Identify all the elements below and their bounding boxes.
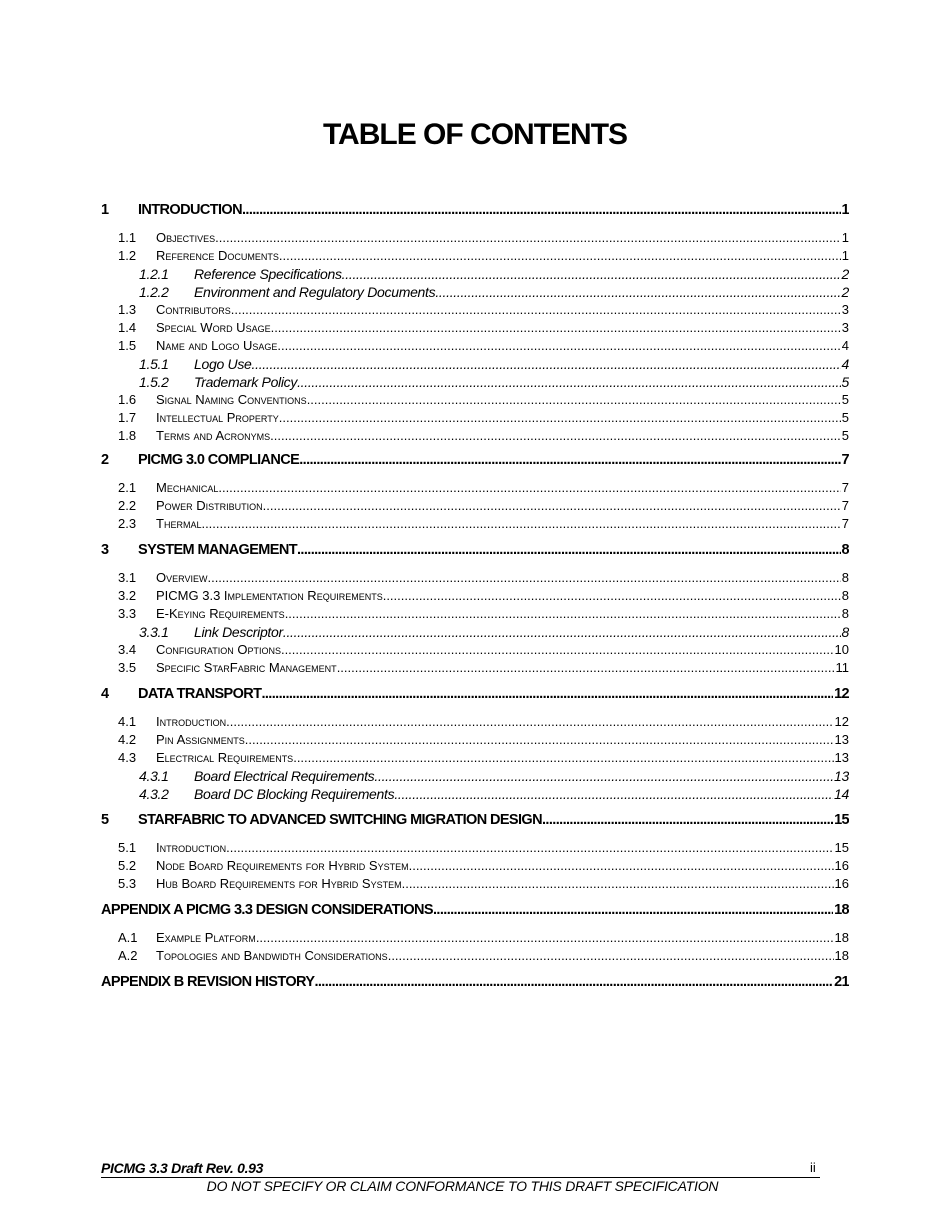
toc-dot-leader [226,714,833,729]
toc-entry-title: Introduction [156,840,227,855]
toc-entry-page: 5 [841,428,849,443]
toc-entry-number: 4.3.2 [139,786,169,802]
toc-entry-number: 1.5.2 [139,374,169,390]
toc-entry[interactable] [101,266,849,282]
toc-entry-number: 2 [101,452,109,468]
footer-page-number: ii [810,1160,816,1175]
toc-entry-page: 18 [834,902,849,918]
toc-entry-title: Overview [156,570,208,585]
toc-entry-number: A.1 [118,930,138,945]
toc-entry[interactable] [101,930,849,945]
toc-entry-number: 1.1 [118,230,137,245]
toc-entry-title: E-Keying Requirements [156,606,285,621]
toc-dot-leader [388,948,834,963]
toc-entry-title: Node Board Requirements for Hybrid System [156,858,409,873]
toc-entry-number: 3.3 [118,606,137,621]
toc-entry-page: 5 [841,410,849,425]
toc-dot-leader [394,786,833,802]
toc-entry-number: 1.2.1 [139,266,169,282]
toc-dot-leader [270,428,841,443]
toc-entry-title: Contributors [156,302,231,317]
toc-entry[interactable] [101,714,849,729]
toc-entry-page: 8 [841,606,849,621]
toc-entry[interactable] [101,750,849,765]
toc-entry-number: 5.1 [118,840,137,855]
toc-entry-number: 2.1 [118,480,137,495]
toc-dot-leader [283,624,841,640]
toc-dot-leader [374,768,833,784]
toc-entry[interactable] [101,660,849,675]
footer-notice: DO NOT SPECIFY OR CLAIM CONFORMANCE TO THIS DRAFT SPECIFICATION [206,1178,719,1194]
toc-entry-number: 1.6 [118,392,137,407]
toc-entry-title: Link Descriptor [194,624,283,640]
toc-entry-title: Signal Naming Conventions [156,392,307,407]
toc-entry-title: Objectives [156,230,216,245]
toc-entry[interactable] [101,570,849,585]
toc-entry-page: 8 [841,542,849,558]
toc-dot-leader [299,452,840,468]
toc-entry-title: Board Electrical Requirements [194,768,375,784]
toc-entry-page: 13 [834,768,849,784]
toc-entry-title: Thermal [156,516,202,531]
toc-entry-number: 3.5 [118,660,137,675]
toc-entry-title: Name and Logo Usage [156,338,278,353]
toc-entry[interactable] [101,642,849,657]
toc-entry[interactable] [101,428,849,443]
toc-dot-leader [261,686,833,702]
toc-entry-page: 1 [841,248,849,263]
toc-dot-leader [242,202,841,218]
toc-entry-page: 10 [834,642,849,657]
toc-entry-title: Configuration Options [156,642,281,657]
toc-entry-title: Introduction [156,714,227,729]
toc-entry-page: 1 [841,230,849,245]
toc-entry-title: Board DC Blocking Requirements [194,786,395,802]
toc-entry-title: Intellectual Property [156,410,279,425]
toc-dot-leader [231,302,841,317]
toc-entry-page: 7 [841,498,849,513]
toc-entry-title: PICMG 3.0 COMPLIANCE [138,452,300,468]
toc-entry-page: 7 [841,480,849,495]
toc-dot-leader [402,876,834,891]
toc-dot-leader [271,320,841,335]
toc-entry-number: 3 [101,542,109,558]
toc-dot-leader [409,858,834,873]
toc-entry-page: 2 [841,284,849,300]
toc-dot-leader [297,542,841,558]
toc-entry[interactable] [101,624,849,640]
toc-entry[interactable] [101,202,849,218]
toc-entry[interactable] [101,498,849,513]
toc-entry[interactable] [101,606,849,621]
toc-dot-leader [293,750,833,765]
toc-dot-leader [337,660,835,675]
toc-dot-leader [542,812,833,828]
toc-entry-number: 4.1 [118,714,137,729]
toc-entry-number: 2.3 [118,516,137,531]
toc-entry-number: 1.3 [118,302,137,317]
toc-dot-leader [307,392,841,407]
toc-entry-title: Power Distribution [156,498,263,513]
toc-entry[interactable] [101,284,849,300]
toc-entry-number: 5 [101,812,109,828]
toc-entry-number: 1.2.2 [139,284,169,300]
toc-dot-leader [435,284,840,300]
toc-entry-number: 1.5.1 [139,356,169,372]
footer-document-id: PICMG 3.3 Draft Rev. 0.93 [101,1160,264,1176]
toc-entry[interactable] [101,516,849,531]
toc-entry-page: 8 [841,588,849,603]
toc-dot-leader [314,974,833,990]
toc-entry-page: 13 [834,750,849,765]
toc-entry-page: 8 [841,570,849,585]
toc-dot-leader [256,930,834,945]
toc-entry-page: 3 [841,320,849,335]
toc-entry-page: 3 [841,302,849,317]
toc-entry-number: 3.2 [118,588,137,603]
toc-entry-number: 5.2 [118,858,137,873]
toc-dot-leader [433,902,833,918]
toc-entry[interactable] [101,768,849,784]
toc-entry-title: Reference Documents [156,248,279,263]
toc-entry[interactable] [101,876,849,891]
toc-dot-leader [297,374,840,390]
toc-entry-title: Special Word Usage [156,320,271,335]
toc-dot-leader [252,356,841,372]
toc-dot-leader [245,732,834,747]
toc-entry-number: 1.8 [118,428,137,443]
page-title: TABLE OF CONTENTS [322,118,628,151]
toc-entry-title: Trademark Policy [194,374,298,390]
toc-entry-title: Hub Board Requirements for Hybrid System [156,876,402,891]
toc-entry[interactable] [101,374,849,390]
toc-entry-number: 1 [101,202,109,218]
toc-entry[interactable] [101,902,849,918]
toc-entry-page: 12 [834,686,849,702]
toc-entry[interactable] [101,974,849,990]
toc-entry-page: 16 [834,876,849,891]
toc-entry[interactable] [101,410,849,425]
toc-entry[interactable] [101,392,849,407]
toc-entry-number: 4.3 [118,750,137,765]
toc-dot-leader [281,642,834,657]
toc-entry-page: 18 [834,948,849,963]
toc-entry-title: Mechanical [156,480,219,495]
toc-entry-number: 4 [101,686,109,702]
toc-entry-title: INTRODUCTION [138,202,242,218]
toc-entry-page: 16 [834,858,849,873]
toc-entry-number: 1.2 [118,248,137,263]
toc-entry[interactable] [101,356,849,372]
toc-dot-leader [218,480,840,495]
toc-dot-leader [263,498,841,513]
toc-entry-page: 15 [834,840,849,855]
toc-dot-leader [383,588,841,603]
toc-entry-number: 5.3 [118,876,137,891]
toc-entry-page: 12 [834,714,849,729]
toc-entry[interactable] [101,812,849,828]
toc-entry-page: 1 [841,202,849,218]
toc-entry-page: 11 [835,660,849,675]
toc-entry-page: 7 [841,452,849,468]
toc-entry-number: 1.4 [118,320,137,335]
toc-entry[interactable] [101,686,849,702]
toc-entry[interactable] [101,732,849,747]
toc-dot-leader [201,516,840,531]
toc-entry-title: Example Platform [156,930,256,945]
toc-entry[interactable] [101,480,849,495]
toc-entry-title: DATA TRANSPORT [138,686,262,702]
toc-entry[interactable] [101,858,849,873]
toc-entry-page: 18 [834,930,849,945]
toc-entry-title: Electrical Requirements [156,750,294,765]
toc-entry-page: 15 [834,812,849,828]
toc-entry[interactable] [101,302,849,317]
toc-entry-number: 3.4 [118,642,137,657]
toc-entry-title: Pin Assignments [156,732,245,747]
toc-dot-leader [277,338,840,353]
toc-dot-leader [207,570,840,585]
toc-entry-number: 4.2 [118,732,137,747]
toc-entry-page: 13 [834,732,849,747]
toc-entry[interactable] [101,948,849,963]
toc-entry-number: 4.3.1 [139,768,169,784]
toc-entry-number: 3.3.1 [139,624,169,640]
toc-entry[interactable] [101,452,849,468]
toc-dot-leader [279,248,841,263]
toc-entry-title: APPENDIX B REVISION HISTORY [101,974,315,990]
toc-entry[interactable] [101,542,849,558]
toc-entry-page: 21 [834,974,849,990]
toc-entry-title: Environment and Regulatory Documents [194,284,436,300]
toc-dot-leader [226,840,833,855]
toc-entry-page: 2 [841,266,849,282]
toc-entry-page: 4 [841,338,849,353]
toc-entry[interactable] [101,230,849,245]
toc-entry-page: 7 [841,516,849,531]
toc-entry-page: 8 [841,624,849,640]
toc-dot-leader [215,230,841,245]
toc-entry[interactable] [101,588,849,603]
toc-entry-page: 4 [841,356,849,372]
toc-entry-title: PICMG 3.3 Implementation Requirements [156,588,383,603]
toc-entry-number: 3.1 [118,570,137,585]
toc-entry-title: Specific StarFabric Management [156,660,337,675]
toc-entry-number: 2.2 [118,498,137,513]
toc-entry[interactable] [101,320,849,335]
toc-entry-number: A.2 [118,948,138,963]
toc-entry-title: Topologies and Bandwidth Considerations [156,948,388,963]
toc-dot-leader [342,266,841,282]
toc-entry[interactable] [101,840,849,855]
toc-entry[interactable] [101,248,849,263]
toc-entry-page: 5 [841,392,849,407]
toc-entry-title: Terms and Acronyms [156,428,271,443]
toc-entry-title: STARFABRIC TO ADVANCED SWITCHING MIGRATION DESIGN [138,812,542,828]
toc-entry[interactable] [101,786,849,802]
toc-entry-number: 1.5 [118,338,137,353]
toc-entry-number: 1.7 [118,410,137,425]
toc-entry-page: 5 [841,374,849,390]
toc-entry-title: Logo Use [194,356,252,372]
toc-dot-leader [285,606,841,621]
toc-entry-title: APPENDIX A PICMG 3.3 DESIGN CONSIDERATIONS [101,902,433,918]
toc-entry-title: Reference Specifications [194,266,342,282]
toc-entry[interactable] [101,338,849,353]
toc-dot-leader [279,410,841,425]
toc-entry-title: SYSTEM MANAGEMENT [138,542,297,558]
toc-entry-page: 14 [834,786,849,802]
